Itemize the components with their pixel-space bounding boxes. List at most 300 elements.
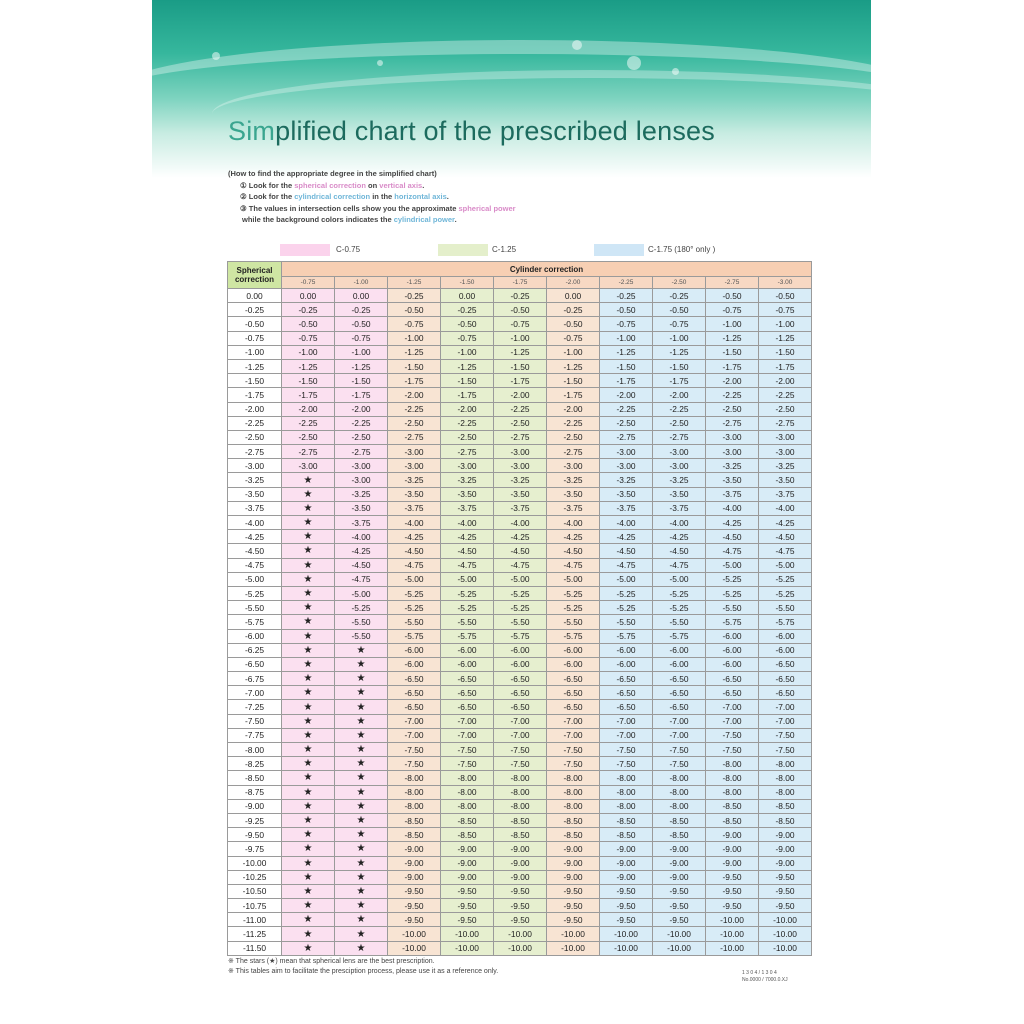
table-cell: -2.00 [494,388,547,402]
table-cell: -1.00 [653,331,706,345]
cylinder-column-header: -1.00 [335,277,388,289]
star-icon: ★ [335,743,388,757]
table-cell: -4.75 [388,558,441,572]
step-highlight: spherical correction [294,180,366,190]
table-row [228,487,812,501]
table-cell: -2.00 [335,402,388,416]
spherical-value: -6.75 [228,672,282,686]
spherical-value: -4.00 [228,516,282,530]
step-text: . [446,192,449,201]
table-cell: -8.00 [441,771,494,785]
table-cell: -9.00 [600,856,653,870]
spherical-value: -10.00 [228,856,282,870]
spherical-value: -2.25 [228,416,282,430]
table-cell: -5.50 [335,629,388,643]
spherical-value: -1.25 [228,359,282,373]
table-cell: -10.00 [706,913,759,927]
star-icon: ★ [282,899,335,913]
star-icon: ★ [335,899,388,913]
table-cell: -3.25 [335,487,388,501]
table-cell: -9.50 [388,884,441,898]
star-icon: ★ [282,884,335,898]
table-cell: -0.25 [547,303,600,317]
table-cell: -8.00 [759,785,812,799]
table-cell: -8.00 [494,799,547,813]
table-cell: -2.75 [706,416,759,430]
table-cell: -9.50 [653,899,706,913]
cylinder-column-header: -0.75 [282,277,335,289]
table-cell: -8.50 [759,813,812,827]
banner-sparkle [572,40,582,50]
table-cell: -2.50 [441,430,494,444]
table-cell: -9.00 [759,842,812,856]
color-legend [280,244,800,256]
table-cell: -0.50 [441,317,494,331]
table-cell: -8.00 [706,757,759,771]
table-cell: -5.00 [388,572,441,586]
title-rest: plified chart of the prescribed lenses [275,116,715,146]
table-cell: -2.25 [600,402,653,416]
table-cell: -6.00 [441,657,494,671]
table-row [228,743,812,757]
star-icon: ★ [282,785,335,799]
spherical-value: -10.50 [228,884,282,898]
table-cell: -6.00 [759,629,812,643]
table-cell: 0.00 [335,289,388,303]
star-icon: ★ [282,487,335,501]
table-row [228,799,812,813]
spherical-value: -8.50 [228,771,282,785]
table-cell: -4.25 [600,530,653,544]
cylinder-column-header: -2.00 [547,277,600,289]
table-cell: -5.25 [441,586,494,600]
cylinder-values-row [228,277,812,289]
cylinder-column-header: -2.50 [653,277,706,289]
spherical-value: -4.75 [228,558,282,572]
table-cell: -8.00 [547,785,600,799]
table-cell: -1.75 [441,388,494,402]
table-cell: -7.50 [547,757,600,771]
table-cell: -2.00 [441,402,494,416]
table-cell: -0.75 [388,317,441,331]
table-cell: -9.00 [547,856,600,870]
spherical-value: -5.25 [228,586,282,600]
table-cell: -9.00 [600,842,653,856]
table-row [228,530,812,544]
table-cell: -9.00 [388,870,441,884]
table-cell: -9.00 [653,856,706,870]
poster [152,0,871,1024]
table-cell: -9.50 [706,870,759,884]
table-cell: -5.50 [547,615,600,629]
table-cell: -5.75 [547,629,600,643]
table-cell: -0.75 [653,317,706,331]
table-cell: 0.00 [282,289,335,303]
table-cell: -7.50 [547,743,600,757]
table-cell: -2.50 [282,430,335,444]
table-cell: -3.25 [653,473,706,487]
table-cell: -3.50 [388,487,441,501]
table-cell: -3.25 [441,473,494,487]
table-row [228,501,812,515]
table-row [228,686,812,700]
table-cell: -9.50 [706,884,759,898]
table-cell: -9.00 [706,828,759,842]
table-cell: -4.25 [494,530,547,544]
table-cell: -0.25 [282,303,335,317]
table-cell: -5.25 [388,586,441,600]
table-row [228,473,812,487]
banner-sparkle [672,68,679,75]
table-cell: -5.25 [494,586,547,600]
table-row [228,359,812,373]
table-cell: -3.75 [547,501,600,515]
table-cell: -9.00 [547,842,600,856]
table-cell: -2.75 [282,445,335,459]
table-cell: -10.00 [600,941,653,955]
table-cell: -9.00 [494,870,547,884]
table-cell: -4.00 [335,530,388,544]
instruction-step-2 [228,191,516,203]
table-cell: -1.75 [547,388,600,402]
table-cell: -7.00 [547,714,600,728]
table-cell: -3.00 [335,459,388,473]
star-icon: ★ [282,828,335,842]
table-cell: -8.00 [759,771,812,785]
spherical-value: 0.00 [228,289,282,303]
table-cell: -10.00 [653,941,706,955]
spherical-value: -3.00 [228,459,282,473]
instructions [228,168,516,226]
legend-swatch-c175 [594,244,644,256]
table-cell: -6.50 [494,672,547,686]
step-text: while the background colors indicates the [242,215,394,224]
table-cell: -0.75 [759,303,812,317]
spherical-value: -3.75 [228,501,282,515]
table-cell: -2.25 [547,416,600,430]
star-icon: ★ [282,686,335,700]
star-icon: ★ [282,813,335,827]
table-cell: -4.25 [653,530,706,544]
table-cell: -7.50 [494,757,547,771]
table-cell: -1.50 [547,374,600,388]
table-cell: -2.50 [653,416,706,430]
table-cell: -4.75 [547,558,600,572]
table-cell: -2.25 [653,402,706,416]
table-cell: -4.25 [547,530,600,544]
table-cell: -8.00 [706,771,759,785]
table-cell: -10.00 [388,941,441,955]
star-icon: ★ [282,501,335,515]
table-cell: -10.00 [494,927,547,941]
table-cell: -2.00 [282,402,335,416]
legend-swatch-c075 [280,244,330,256]
table-cell: -6.50 [600,686,653,700]
table-cell: -6.00 [600,643,653,657]
instructions-heading: (How to find the appropriate degree in the simplified chart) [228,169,437,178]
spherical-value: -5.00 [228,572,282,586]
star-icon: ★ [335,728,388,742]
table-cell: -2.75 [759,416,812,430]
table-cell: -9.00 [653,870,706,884]
table-cell: -9.50 [653,884,706,898]
table-cell: -6.00 [653,657,706,671]
table-cell: -9.00 [388,856,441,870]
table-cell: -0.50 [759,289,812,303]
table-row [228,771,812,785]
table-cell: -8.00 [706,785,759,799]
table-cell: -8.50 [494,828,547,842]
table-cell: -2.75 [335,445,388,459]
table-cell: -2.50 [388,416,441,430]
table-cell: -8.00 [653,785,706,799]
star-icon: ★ [282,842,335,856]
table-cell: -1.75 [494,374,547,388]
table-cell: -9.00 [706,842,759,856]
table-cell: -5.50 [653,615,706,629]
table-cell: -2.75 [441,445,494,459]
step-text: ② Look for the [240,192,295,201]
table-cell: -3.50 [600,487,653,501]
cylinder-column-header: -3.00 [759,277,812,289]
table-cell: -5.75 [706,615,759,629]
table-cell: -4.00 [441,516,494,530]
legend-label-c075: C-0.75 [336,245,361,254]
table-cell: -5.25 [653,601,706,615]
table-cell: -5.25 [759,586,812,600]
table-cell: -7.00 [547,728,600,742]
table-cell: -6.50 [759,686,812,700]
table-cell: -6.00 [494,657,547,671]
table-cell: -1.25 [388,345,441,359]
table-row [228,728,812,742]
table-cell: -3.00 [600,459,653,473]
table-row [228,586,812,600]
table-cell: -3.25 [494,473,547,487]
star-icon: ★ [282,629,335,643]
table-cell: -6.00 [706,657,759,671]
cylinder-column-header: -1.75 [494,277,547,289]
table-cell: -3.50 [335,501,388,515]
table-row [228,445,812,459]
table-row [228,430,812,444]
table-cell: -6.50 [388,700,441,714]
spherical-value: -2.75 [228,445,282,459]
table-cell: -7.00 [441,714,494,728]
table-cell: -3.00 [600,445,653,459]
table-cell: -0.75 [441,331,494,345]
star-icon: ★ [282,643,335,657]
table-cell: -5.25 [547,586,600,600]
table-cell: -9.50 [600,899,653,913]
legend-label-c175: C-1.75 (180° only ) [648,245,716,254]
spherical-value: -5.50 [228,601,282,615]
table-cell: -2.50 [547,430,600,444]
star-icon: ★ [335,714,388,728]
table-row [228,388,812,402]
spherical-value: -7.50 [228,714,282,728]
table-cell: -4.00 [600,516,653,530]
table-cell: -7.50 [759,743,812,757]
table-cell: -6.50 [653,700,706,714]
table-cell: -0.50 [282,317,335,331]
table-cell: -8.00 [388,785,441,799]
spherical-value: -7.25 [228,700,282,714]
table-cell: -8.50 [706,813,759,827]
table-cell: -4.75 [600,558,653,572]
table-row [228,416,812,430]
table-cell: -1.75 [388,374,441,388]
table-cell: -8.00 [600,785,653,799]
step-text: . [422,180,425,190]
spherical-value: -8.25 [228,757,282,771]
table-row [228,289,812,303]
star-icon: ★ [282,757,335,771]
table-cell: -0.50 [547,317,600,331]
table-cell: -10.00 [547,941,600,955]
table-cell: -8.50 [547,828,600,842]
table-cell: -7.50 [388,743,441,757]
cylinder-column-header: -1.25 [388,277,441,289]
table-cell: -8.00 [600,799,653,813]
table-cell: -1.75 [653,374,706,388]
step-text: ① Look for the [240,180,295,190]
table-cell: -9.50 [600,884,653,898]
table-cell: -5.75 [759,615,812,629]
table-row [228,331,812,345]
step-highlight: cylindrical power [393,215,455,224]
table-cell: -4.25 [335,544,388,558]
table-cell: -5.75 [388,629,441,643]
table-cell: -1.25 [494,345,547,359]
spherical-value: -7.75 [228,728,282,742]
table-cell: -9.50 [388,913,441,927]
table-cell: -9.50 [494,913,547,927]
table-row [228,459,812,473]
star-icon: ★ [282,870,335,884]
table-cell: -6.00 [759,643,812,657]
table-cell: -8.50 [759,799,812,813]
table-cell: -5.00 [653,572,706,586]
table-cell: -9.50 [388,899,441,913]
table-cell: -8.50 [600,813,653,827]
table-cell: -6.00 [494,643,547,657]
table-row [228,714,812,728]
table-cell: -5.00 [547,572,600,586]
table-row [228,402,812,416]
spherical-value: -7.00 [228,686,282,700]
table-cell: -1.50 [282,374,335,388]
table-cell: -10.00 [706,941,759,955]
table-cell: -9.50 [759,884,812,898]
table-cell: -1.75 [335,388,388,402]
table-cell: -8.50 [653,813,706,827]
star-icon: ★ [282,558,335,572]
table-cell: -4.50 [335,558,388,572]
table-cell: -4.00 [706,501,759,515]
table-cell: -5.75 [494,629,547,643]
star-icon: ★ [282,743,335,757]
table-cell: -7.50 [600,757,653,771]
table-cell: -6.50 [653,672,706,686]
table-cell: -7.50 [441,757,494,771]
table-cell: -8.00 [494,785,547,799]
table-cell: -4.75 [494,558,547,572]
table-row [228,629,812,643]
table-cell: -6.00 [388,657,441,671]
table-cell: -6.00 [547,657,600,671]
table-cell: -3.00 [494,445,547,459]
table-cell: -0.75 [706,303,759,317]
table-cell: -8.00 [547,771,600,785]
spherical-value: -4.25 [228,530,282,544]
star-icon: ★ [282,941,335,955]
table-row [228,842,812,856]
table-row [228,345,812,359]
table-cell: -1.00 [441,345,494,359]
table-cell: -7.50 [706,728,759,742]
star-icon: ★ [335,856,388,870]
table-row [228,899,812,913]
table-cell: -1.75 [759,359,812,373]
star-icon: ★ [282,544,335,558]
table-cell: -7.50 [600,743,653,757]
table-cell: -7.50 [706,743,759,757]
table-cell: 0.00 [441,289,494,303]
table-cell: -9.00 [600,870,653,884]
spherical-value: -9.50 [228,828,282,842]
table-cell: -9.00 [759,856,812,870]
table-cell: -6.50 [600,700,653,714]
table-cell: -6.50 [759,657,812,671]
star-icon: ★ [335,643,388,657]
spherical-value: -9.75 [228,842,282,856]
table-cell: -9.50 [547,913,600,927]
table-cell: -5.00 [706,558,759,572]
table-row [228,828,812,842]
table-cell: -3.75 [600,501,653,515]
table-cell: -5.00 [600,572,653,586]
table-cell: -5.25 [600,601,653,615]
table-cell: -6.50 [494,700,547,714]
table-cell: -3.00 [706,430,759,444]
table-cell: -7.00 [600,728,653,742]
table-cell: -2.00 [653,388,706,402]
table-cell: -2.50 [494,416,547,430]
table-cell: -1.25 [335,359,388,373]
corner-label: correction [234,275,275,284]
spherical-correction-header [228,262,282,289]
table-cell: -9.00 [441,856,494,870]
table-cell: -3.00 [759,430,812,444]
table-cell: -6.00 [653,643,706,657]
table-cell: -9.50 [441,899,494,913]
table-cell: -4.25 [706,516,759,530]
star-icon: ★ [335,870,388,884]
table-cell: -10.00 [547,927,600,941]
table-cell: -3.50 [653,487,706,501]
table-cell: -4.50 [600,544,653,558]
star-icon: ★ [282,473,335,487]
table-cell: -9.50 [706,899,759,913]
table-cell: -4.25 [759,516,812,530]
step-text: ③ The values in intersection cells show you the approximate [240,203,459,213]
table-cell: -2.00 [759,374,812,388]
table-cell: -10.00 [494,941,547,955]
table-cell: -1.25 [600,345,653,359]
table-cell: -6.00 [706,643,759,657]
table-cell: -8.00 [653,799,706,813]
